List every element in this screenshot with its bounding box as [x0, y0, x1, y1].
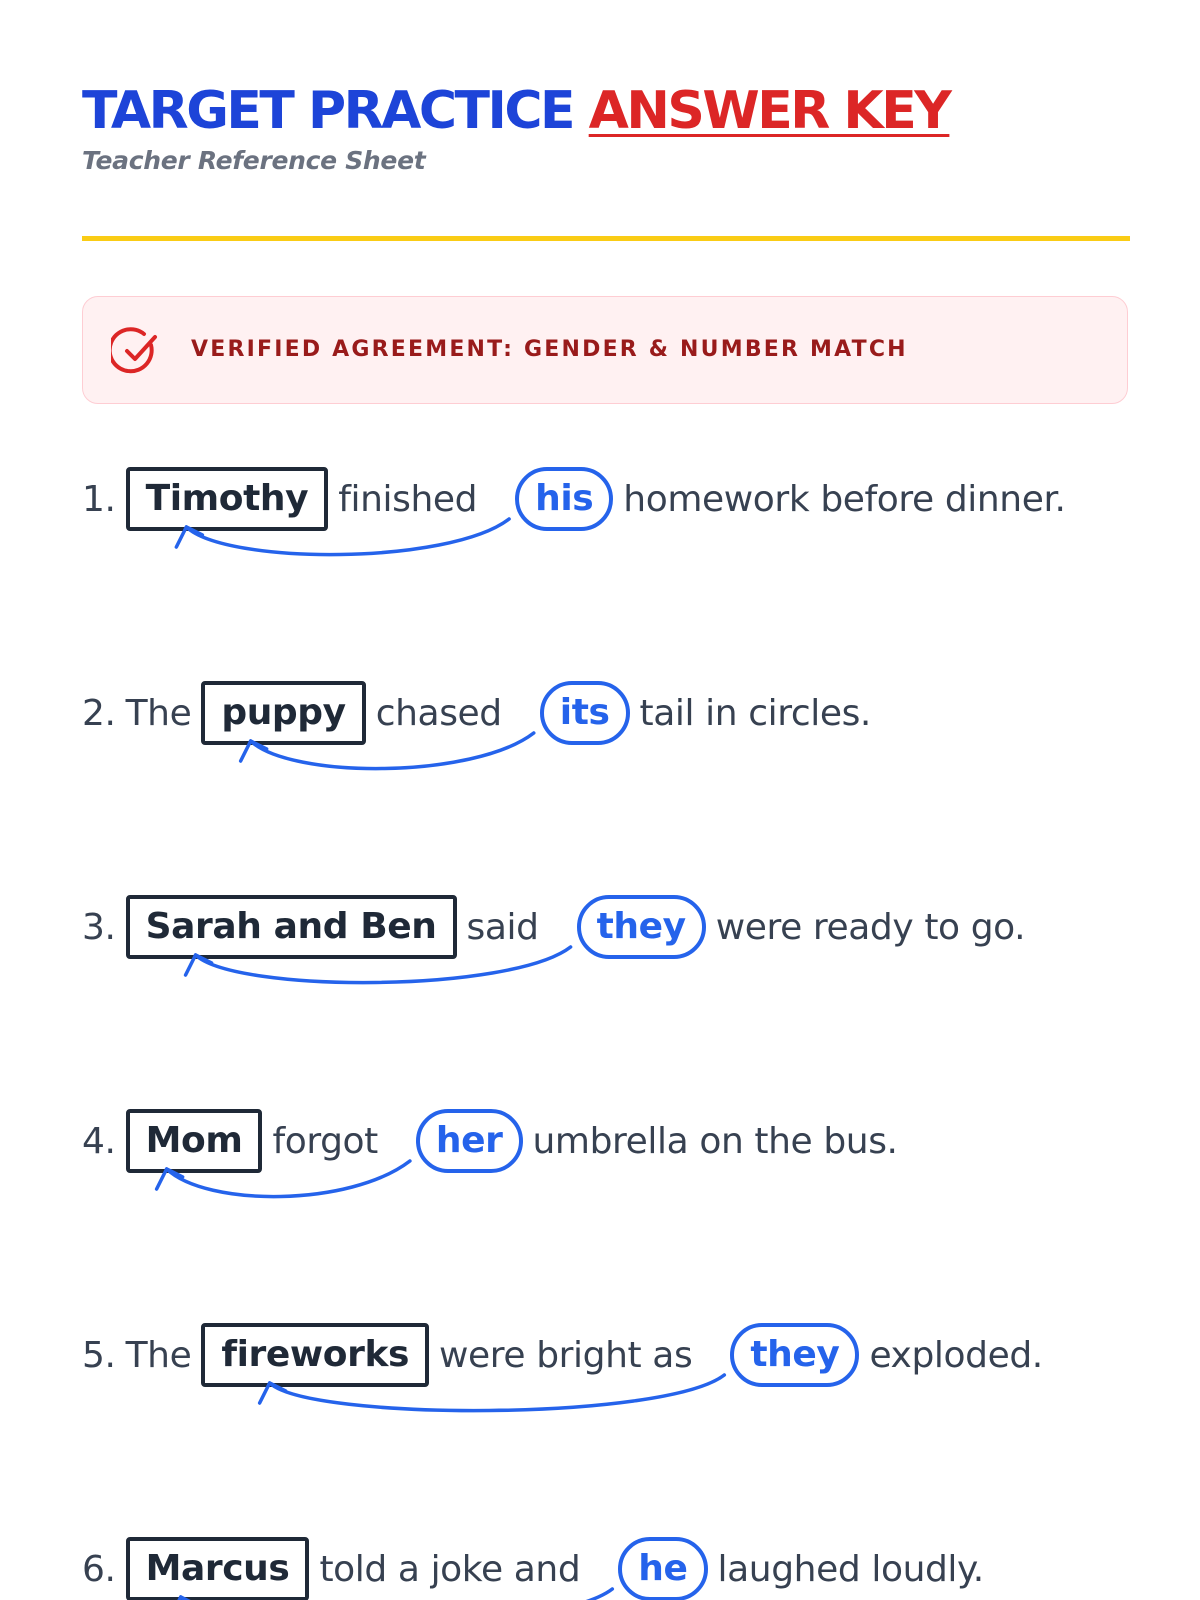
middle-text: chased [375, 692, 502, 734]
sentence-item [82, 1106, 1132, 1176]
title-answer-key: ANSWER KEY [588, 81, 950, 141]
sentence-item [82, 1534, 1132, 1600]
agreement-arrow [82, 678, 1132, 838]
check-circle-icon [111, 327, 161, 377]
item-number: 3. [82, 906, 116, 948]
arrow-curve [186, 519, 509, 555]
agreement-arrow [82, 1106, 1132, 1266]
item-number: 1. [82, 478, 116, 520]
before-text: The [125, 692, 192, 734]
pronoun-circle: he [618, 1537, 707, 1600]
pronoun-circle: its [540, 681, 630, 745]
banner-text: VERIFIED AGREEMENT: GENDER & NUMBER MATCH [191, 337, 908, 362]
middle-text: said [466, 906, 539, 948]
middle-text: told a joke and [319, 1548, 581, 1590]
arrow-curve [196, 947, 571, 983]
arrow-curve [181, 1589, 613, 1600]
header-divider [82, 236, 1130, 241]
before-text: The [125, 1334, 192, 1376]
middle-text: finished [338, 478, 478, 520]
after-text: umbrella on the bus. [532, 1120, 898, 1162]
antecedent-box: Sarah and Ben [126, 895, 457, 959]
item-number: 2. [82, 692, 116, 734]
item-number: 4. [82, 1120, 116, 1162]
arrow-head [186, 955, 212, 975]
antecedent-box: Mom [126, 1109, 263, 1173]
pronoun-circle: his [515, 467, 613, 531]
middle-text: were bright as [439, 1334, 693, 1376]
page-subtitle: Teacher Reference Sheet [82, 146, 426, 175]
middle-text: forgot [272, 1120, 378, 1162]
pronoun-circle: her [416, 1109, 523, 1173]
antecedent-box: puppy [201, 681, 365, 745]
title-main: TARGET PRACTICE [82, 81, 574, 141]
agreement-arrow [82, 1534, 1132, 1600]
agreement-arrow [82, 892, 1132, 1052]
pronoun-circle: they [730, 1323, 859, 1387]
agreement-arrow [82, 1320, 1132, 1480]
sentence-item [82, 1320, 1132, 1390]
after-text: were ready to go. [715, 906, 1026, 948]
verified-banner [82, 296, 1128, 404]
page-header [82, 78, 1132, 175]
arrow-head [176, 527, 202, 547]
item-number: 5. [82, 1334, 116, 1376]
arrow-curve [270, 1375, 725, 1411]
sentence-item [82, 678, 1132, 748]
arrow-head [260, 1383, 286, 1403]
antecedent-box: Marcus [126, 1537, 310, 1600]
after-text: homework before dinner. [623, 478, 1066, 520]
after-text: exploded. [869, 1334, 1043, 1376]
after-text: tail in circles. [639, 692, 871, 734]
agreement-arrow [82, 464, 1132, 624]
sentence-item [82, 892, 1132, 962]
arrow-curve [251, 733, 534, 769]
sentence-item [82, 464, 1132, 534]
pronoun-circle: they [577, 895, 706, 959]
antecedent-box: Timothy [126, 467, 329, 531]
arrow-curve [167, 1161, 410, 1197]
antecedent-box: fireworks [201, 1323, 429, 1387]
item-number: 6. [82, 1548, 116, 1590]
page-title [82, 78, 1132, 144]
after-text: laughed loudly. [717, 1548, 984, 1590]
